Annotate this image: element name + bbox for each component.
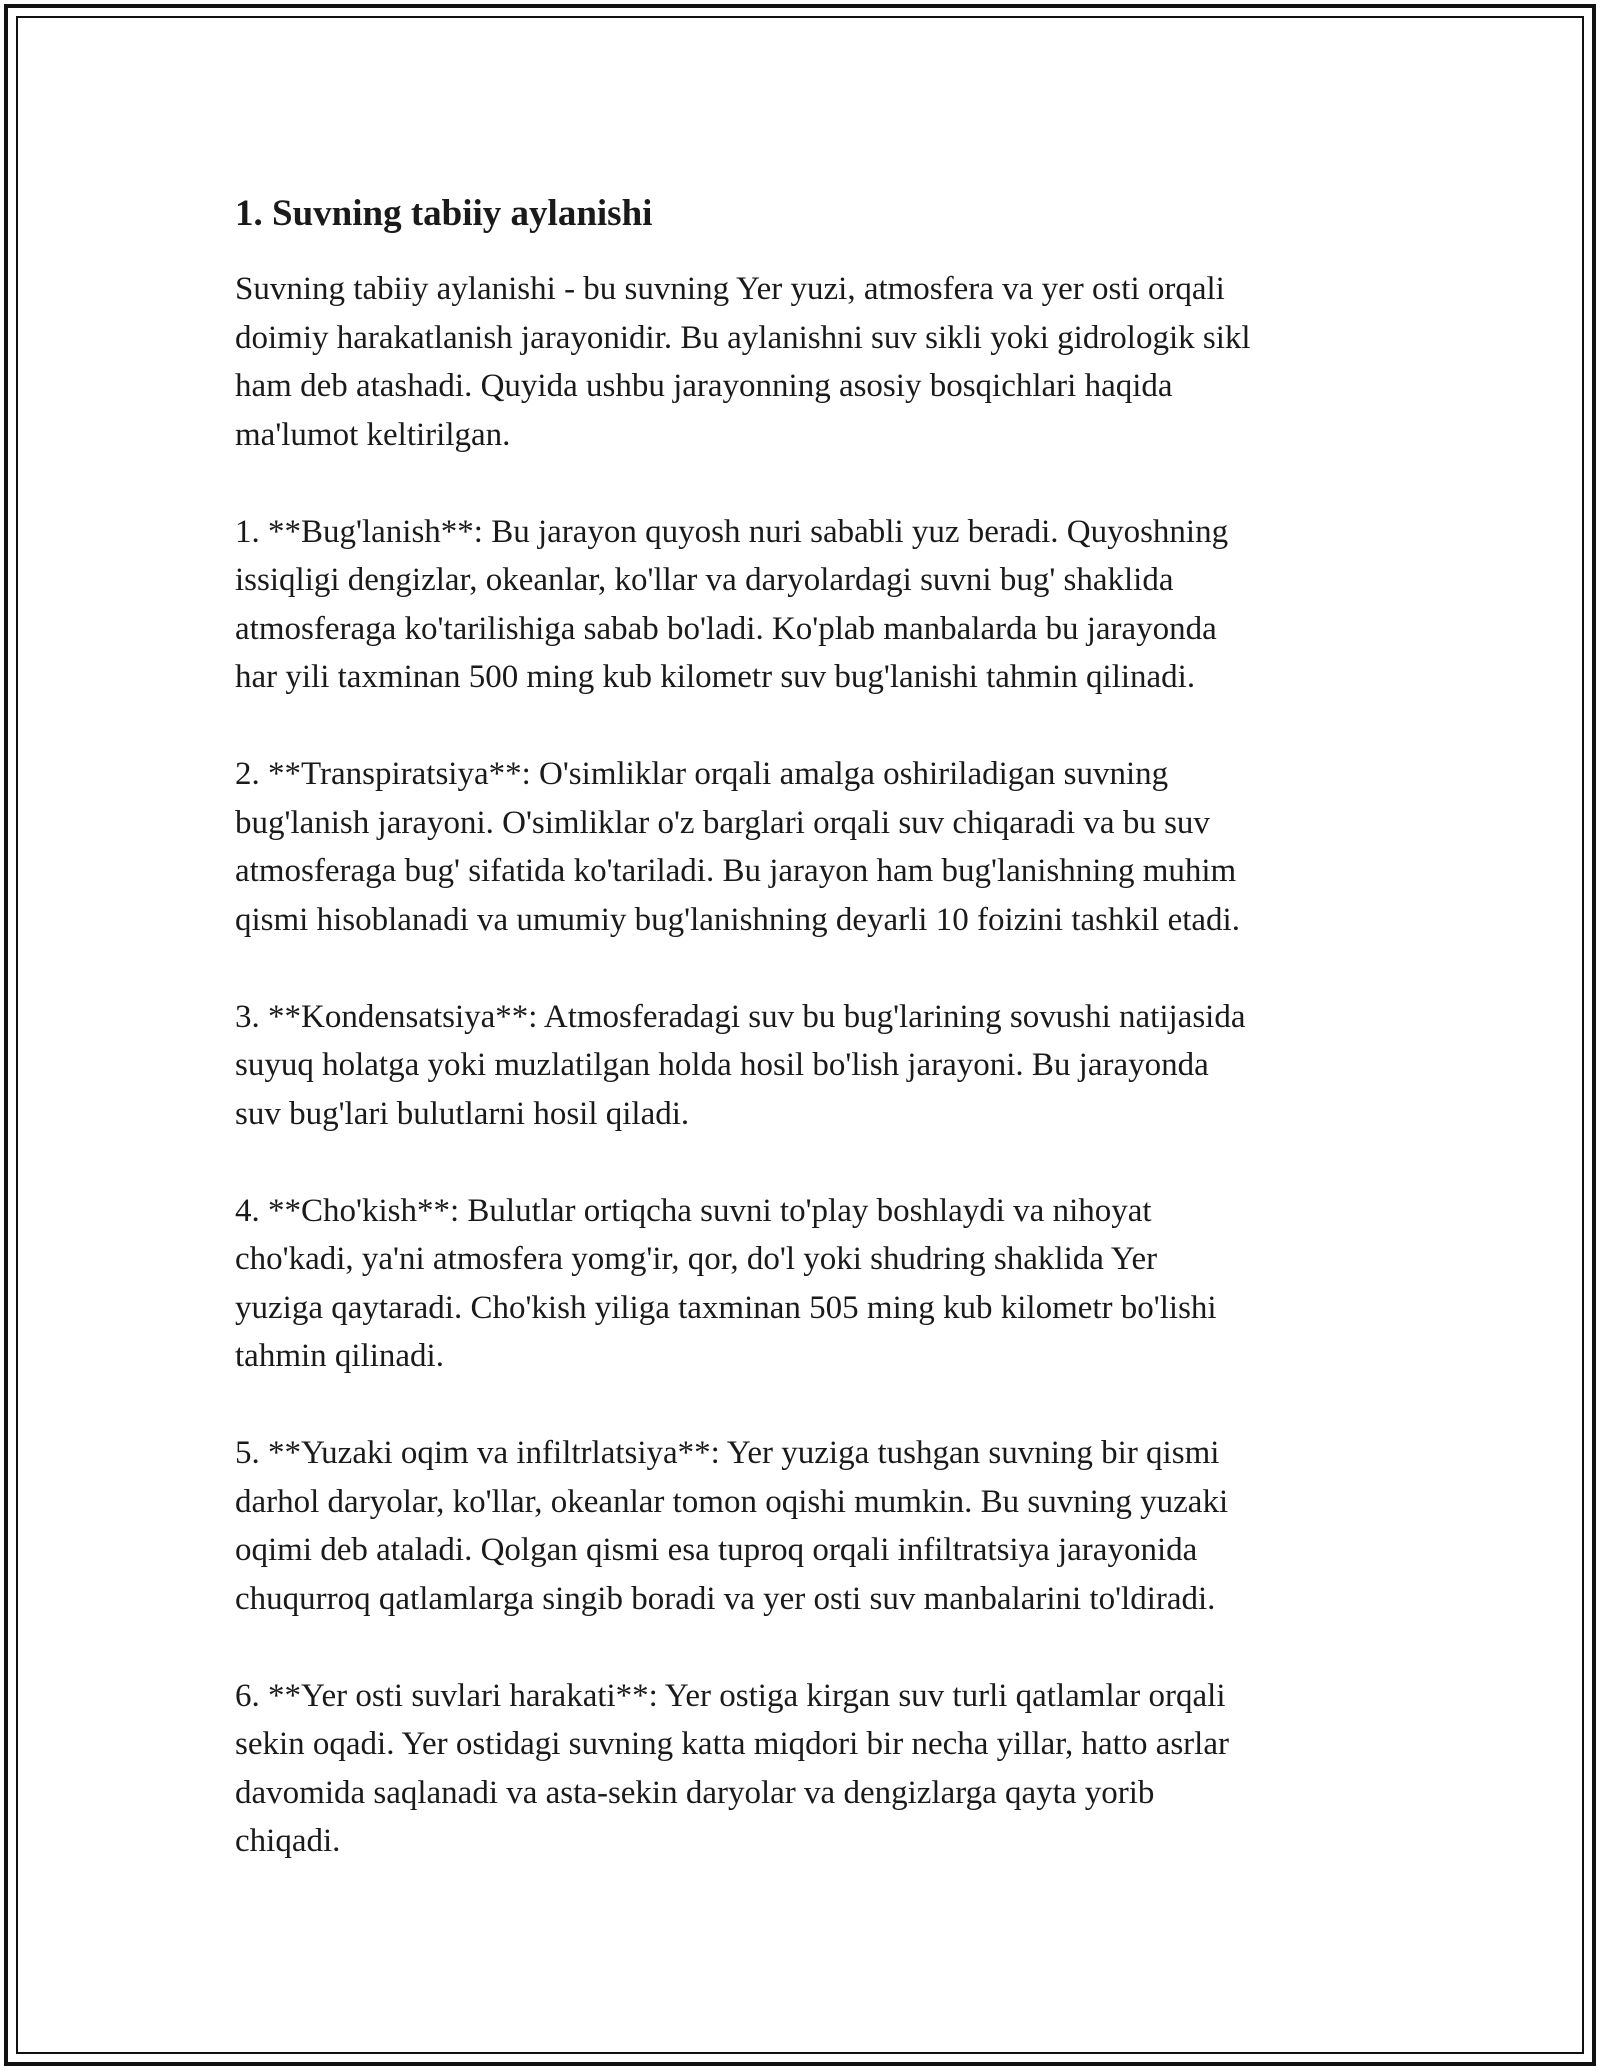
document-body (235, 180, 1385, 1914)
paragraph-condensation: 3. **Kondensatsiya**: Atmosferadagi suv bu bug'larining sovushi natijasida suyuq holatga yoki muzlatilgan holda hosil bo'lish jarayoni. Bu jarayonda suv bug'lari bulutlarni hosil qiladi. (235, 998, 1246, 1132)
paragraph-groundwater: 6. **Yer osti suvlari harakati**: Yer ostiga kirgan suv turli qatlamlar orqali sekin oqadi. Yer ostidagi suvning katta miqdori bir necha yillar, hatto asrlar davomida saqlanadi va asta-sekin daryolar va dengizlarga qayta yorib chiqadi. (235, 1677, 1229, 1860)
intro-paragraph: Suvning tabiiy aylanishi - bu suvning Yer yuzi, atmosfera va yer osti orqali doimiy harakatlanish jarayonidir. Bu aylanishni suv sikli yoki gidrologik sikl ham deb atashadi. Quyida ushbu jarayonning asosiy bosqichlari haqida ma'lumot keltirilgan. (235, 271, 1251, 453)
document-title: 1. Suvning tabiiy aylanishi (235, 193, 653, 234)
paragraph-transpiration: 2. **Transpiratsiya**: O'simliklar orqali amalga oshiriladigan suvning bug'lanish jarayoni. O'simliklar o'z barglari orqali suv chiqaradi va bu suv atmosferaga bug' sifatida ko'tariladi. Bu jarayon ham bug'lanishning muhim qismi hisoblanadi va umumiy bug'lanishning deyarli 10 foizini tashkil etadi. (235, 756, 1240, 938)
paragraph-evaporation: 1. **Bug'lanish**: Bu jarayon quyosh nuri sababli yuz beradi. Quyoshning issiqligi dengizlar, okeanlar, ko'llar va daryolardagi suvni bug' shaklida atmosferaga ko'tarilishiga sabab bo'ladi. Ko'plab manbalarda bu jarayonda har yili taxminan 500 ming kub kilometr suv bug'lanishi tahmin qilinadi. (235, 513, 1229, 696)
paragraph-precipitation: 4. **Cho'kish**: Bulutlar ortiqcha suvni to'play boshlaydi va nihoyat cho'kadi, ya'ni atmosfera yomg'ir, qor, do'l yoki shudring shaklida Yer yuziga qaytaradi. Cho'kish yiliga taxminan 505 ming kub kilometr bo'lishi tahmin qilinadi. (235, 1192, 1217, 1375)
paragraph-runoff-infiltration: 5. **Yuzaki oqim va infiltrlatsiya**: Yer yuziga tushgan suvning bir qismi darhol daryolar, ko'llar, okeanlar tomon oqishi mumkin. Bu suvning yuzaki oqimi deb ataladi. Qolgan qismi esa tuproq orqali infiltratsiya jarayonida chuqurroq qatlamlarga singib boradi va yer osti suv manbalarini to'ldiradi. (235, 1435, 1229, 1617)
